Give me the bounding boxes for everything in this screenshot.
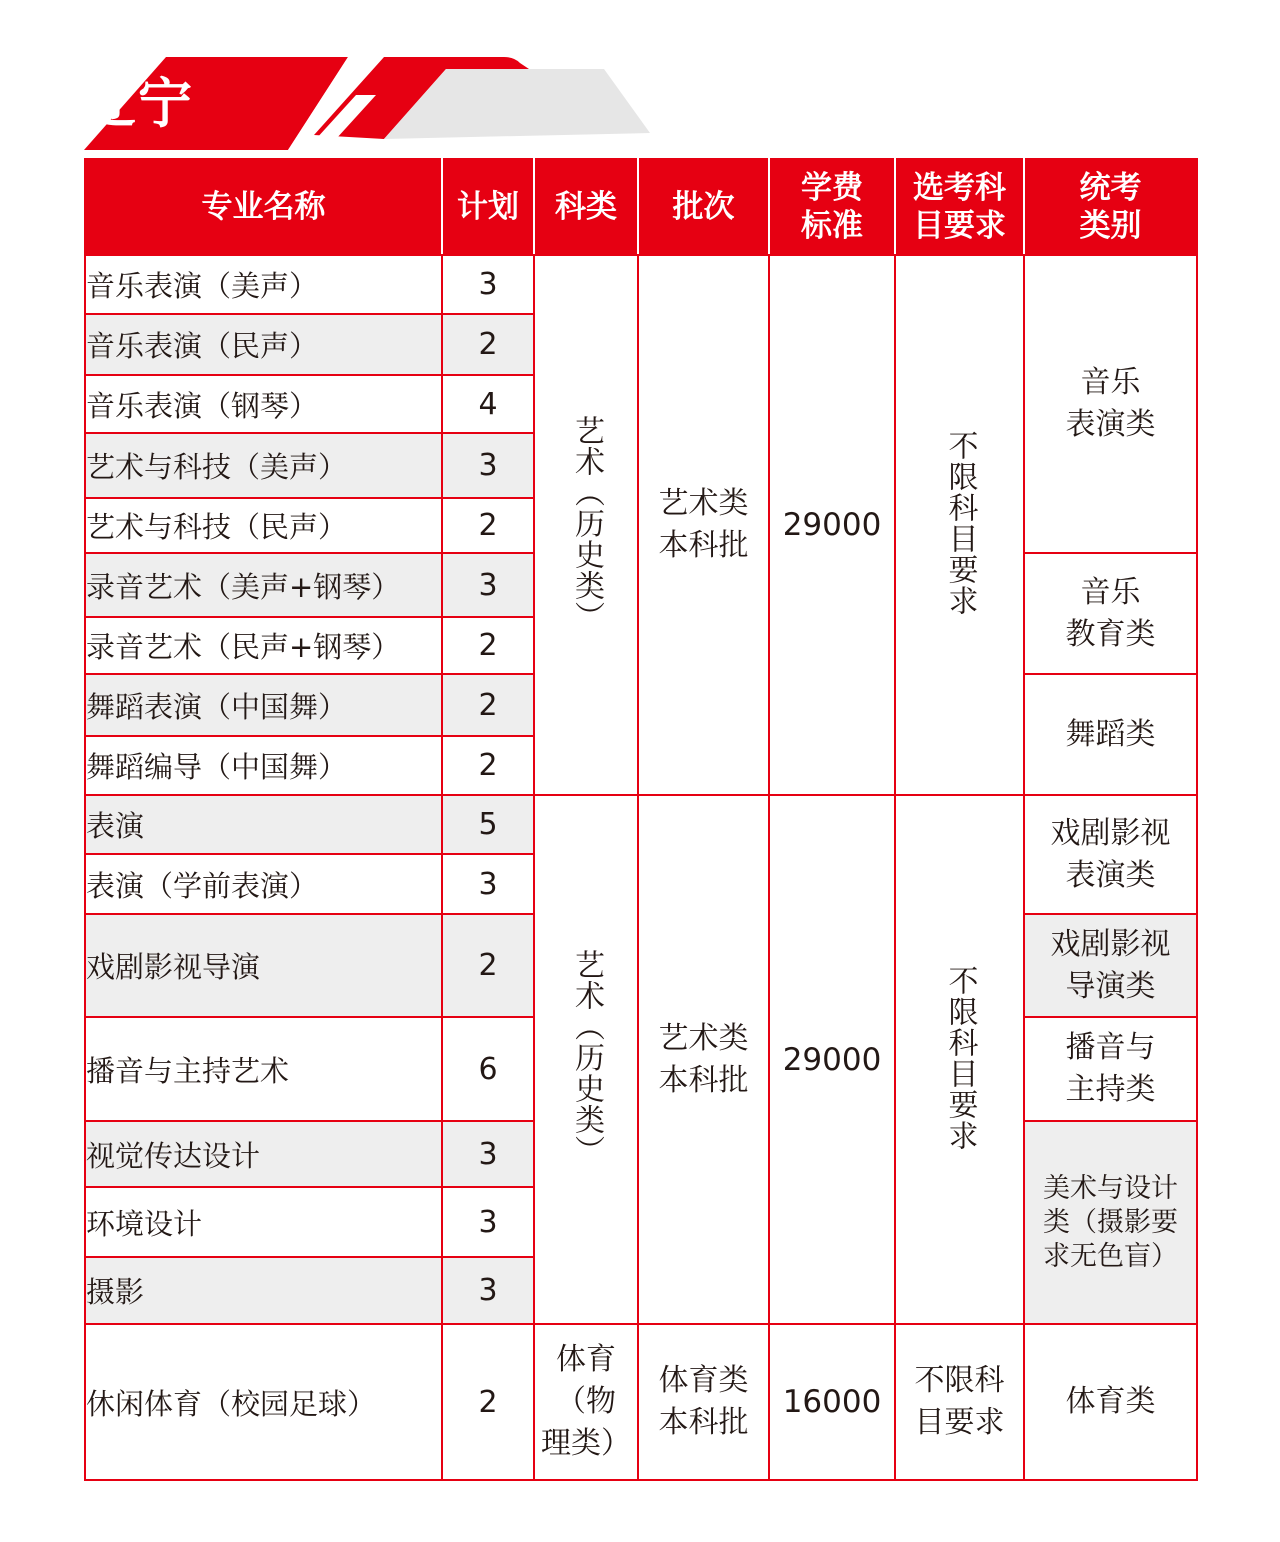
batch-cell: 艺术类 本科批 [638,795,769,1324]
requirement-cell: 不限科目要求 [895,795,1024,1324]
exam-category-cell: 舞蹈类 [1024,674,1197,795]
plan-count: 2 [442,914,534,1017]
plan-count: 2 [442,1324,534,1480]
plan-count: 3 [442,1121,534,1187]
plan-count: 2 [442,314,534,375]
exam-category-cell: 戏剧影视 表演类 [1024,795,1197,914]
major-name: 播音与主持艺术 [85,1017,442,1121]
major-name: 休闲体育（校园足球） [85,1324,442,1480]
major-name: 艺术与科技（美声） [85,433,442,498]
major-name: 音乐表演（美声） [85,255,442,314]
major-name: 戏剧影视导演 [85,914,442,1017]
major-name: 摄影 [85,1257,442,1324]
region-title: 辽宁 [82,72,194,135]
plan-count: 3 [442,1187,534,1257]
header-plan: 计划 [442,159,534,255]
major-name: 录音艺术（民声+钢琴） [85,617,442,674]
plan-count: 2 [442,736,534,795]
exam-category-cell: 美术与设计 类（摄影要 求无色盲） [1024,1121,1197,1324]
table-header-row [85,159,1197,255]
table-row [85,255,1197,314]
plan-count: 4 [442,375,534,433]
plan-count: 3 [442,854,534,914]
major-name: 环境设计 [85,1187,442,1257]
exam-category-cell: 音乐 表演类 [1024,255,1197,553]
plan-count: 6 [442,1017,534,1121]
fee-cell: 16000 [769,1324,895,1480]
subject-cell: 艺术（历史类） [534,255,638,795]
major-name: 视觉传达设计 [85,1121,442,1187]
plan-count: 5 [442,795,534,854]
enrollment-table [84,158,1198,1481]
major-name: 表演 [85,795,442,854]
plan-count: 2 [442,617,534,674]
major-name: 舞蹈编导（中国舞） [85,736,442,795]
plan-count: 3 [442,1257,534,1324]
major-name: 舞蹈表演（中国舞） [85,674,442,736]
fee-cell: 29000 [769,255,895,795]
plan-count: 2 [442,498,534,553]
requirement-cell: 不限科目要求 [895,255,1024,795]
header-exam-category: 统考 类别 [1024,159,1197,255]
major-name: 录音艺术（美声+钢琴） [85,553,442,617]
exam-category-cell: 音乐 教育类 [1024,553,1197,674]
major-name: 音乐表演（钢琴） [85,375,442,433]
requirement-cell: 不限科 目要求 [895,1324,1024,1480]
exam-category-cell: 戏剧影视 导演类 [1024,914,1197,1017]
fee-cell: 29000 [769,795,895,1324]
batch-cell: 艺术类 本科批 [638,255,769,795]
header-major: 专业名称 [85,159,442,255]
header-batch: 批次 [638,159,769,255]
subject-cell: 艺术（历史类） [534,795,638,1324]
plan-count: 3 [442,255,534,314]
header-fee: 学费 标准 [769,159,895,255]
batch-cell: 体育类 本科批 [638,1324,769,1480]
major-name: 音乐表演（民声） [85,314,442,375]
exam-category-cell: 播音与 主持类 [1024,1017,1197,1121]
table-row [85,1324,1197,1480]
plan-count: 3 [442,433,534,498]
header-subject: 科类 [534,159,638,255]
table-row [85,795,1197,854]
major-name: 艺术与科技（民声） [85,498,442,553]
major-name: 表演（学前表演） [85,854,442,914]
plan-count: 2 [442,674,534,736]
header-requirement: 选考科 目要求 [895,159,1024,255]
exam-category-cell: 体育类 [1024,1324,1197,1480]
plan-count: 3 [442,553,534,617]
subject-cell: 体育 （物 理类） [534,1324,638,1480]
